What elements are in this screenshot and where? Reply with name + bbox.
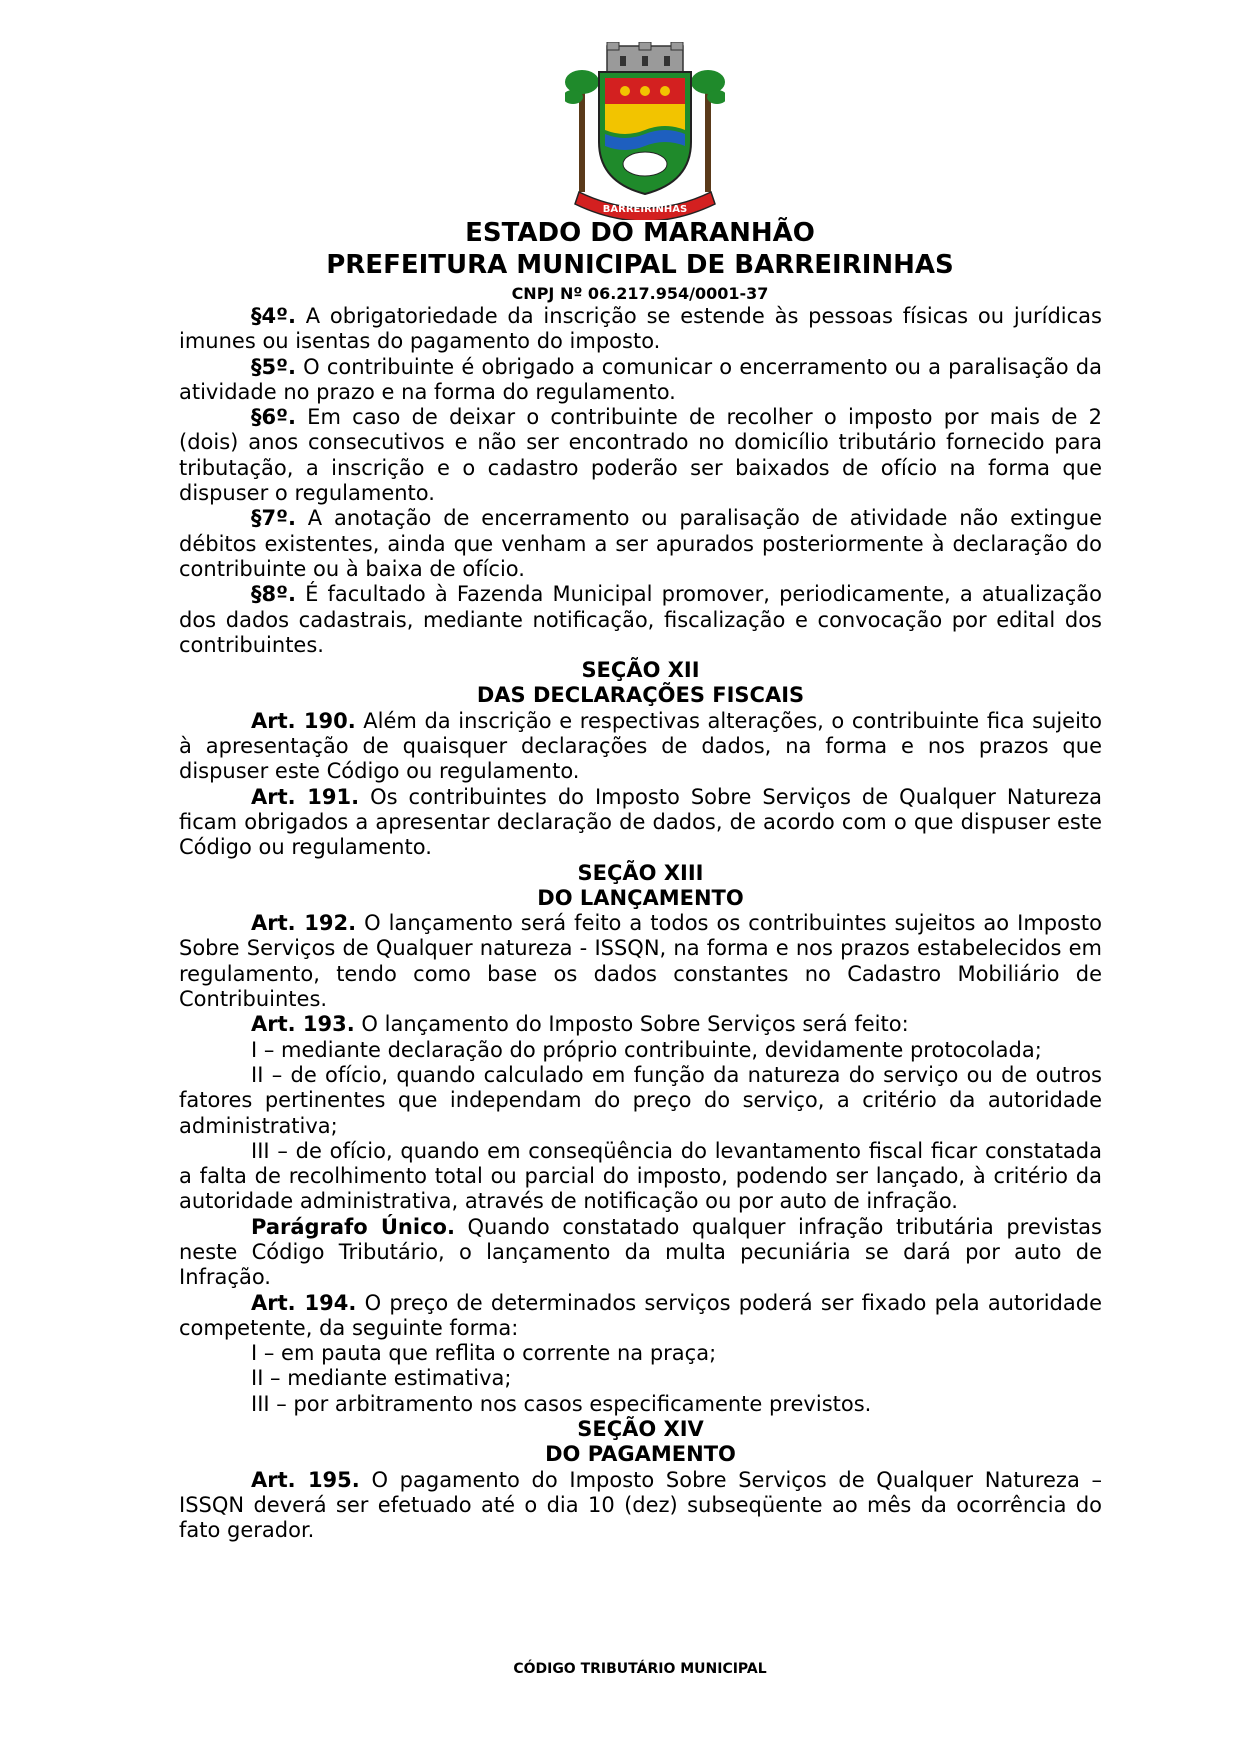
paragraph	[179, 304, 1102, 355]
paragraph-text: A anotação de encerramento ou paralisação de atividade não extingue débitos existentes, ainda que venham a ser apurados posteriormente à declaração do contribuinte ou à baixa de ofício.	[179, 506, 1102, 581]
paragraph	[179, 506, 1102, 582]
paragraph-text: O pagamento do Imposto Sobre Serviços de Qualquer Natureza – ISSQN deverá ser efetuado até o dia 10 (dez) subseqüente ao mês da ocorrência do fato gerador.	[179, 1467, 1102, 1543]
paragraph-lead: §8º.	[251, 582, 296, 607]
paragraph-text: O preço de determinados serviços poderá ser fixado pela autoridade competente, da seguinte forma:	[179, 1290, 1102, 1340]
paragraph-text: O contribuinte é obrigado a comunicar o encerramento ou a paralisação da atividade no prazo e na forma do regulamento.	[179, 354, 1102, 404]
paragraph-lead: Art. 193.	[251, 1012, 355, 1037]
paragraph	[179, 1139, 1102, 1215]
paragraph-text: Em caso de deixar o contribuinte de recolher o imposto por mais de 2 (dois) anos consecutivos e não ser encontrado no domicílio tributário fornecido para tributação, a inscrição e o cadastro poderão ser baixados de ofício na forma que dispuser o regulamento.	[179, 405, 1102, 506]
paragraph	[179, 1468, 1102, 1544]
paragraph	[179, 405, 1102, 506]
section-heading: DAS DECLARAÇÕES FISCAIS	[476, 683, 805, 708]
paragraph-lead: Art. 191.	[251, 784, 360, 809]
paragraph-lead: §5º.	[251, 354, 296, 379]
paragraph-text: I – mediante declaração do próprio contribuinte, devidamente protocolada;	[251, 1037, 1042, 1062]
section-heading: DO LANÇAMENTO	[537, 885, 744, 910]
section-heading: SEÇÃO XIV	[577, 1417, 704, 1442]
paragraph-lead: Art. 192.	[251, 911, 357, 936]
document-body	[179, 304, 1102, 1544]
paragraph-text: O lançamento será feito a todos os contribuintes sujeitos ao Imposto Sobre Serviços de Qualquer natureza - ISSQN, na forma e nos prazos estabelecidos em regulamento, tendo como base os dados constantes no Cadastro Mobiliário de Contribuintes.	[179, 911, 1102, 1012]
section-heading: DO PAGAMENTO	[545, 1442, 736, 1467]
paragraph	[179, 709, 1102, 785]
paragraph	[179, 1366, 1102, 1391]
paragraph	[179, 785, 1102, 861]
paragraph-text: Os contribuintes do Imposto Sobre Serviços de Qualquer Natureza ficam obrigados a apresentar declaração de dados, de acordo com o que dispuser este Código ou regulamento.	[179, 784, 1102, 860]
paragraph-text: II – mediante estimativa;	[251, 1366, 512, 1391]
paragraph-lead: Art. 194.	[251, 1290, 357, 1315]
section-heading: SEÇÃO XIII	[577, 860, 704, 885]
paragraph-text: II – de ofício, quando calculado em função da natureza do serviço ou de outros fatores pertinentes que independam do preço do serviço, a critério da autoridade administrativa;	[179, 1062, 1102, 1138]
paragraph-text: I – em pauta que reflita o corrente na praça;	[251, 1341, 717, 1366]
paragraph-lead: §7º.	[251, 506, 296, 531]
crest-ribbon-text: BARREIRINHAS	[602, 204, 688, 215]
paragraph-text: III – de ofício, quando em conseqüência do levantamento fiscal ficar constatada a falta de recolhimento total ou parcial do imposto, podendo ser lançado, à critério da autoridade administrativa, através de notificação ou por auto de infração.	[179, 1138, 1102, 1214]
municipal-coat-of-arms	[565, 42, 725, 220]
paragraph-lead: §4º.	[251, 304, 296, 328]
prefeitura-heading: PREFEITURA MUNICIPAL DE BARREIRINHAS	[326, 250, 954, 280]
paragraph	[179, 1392, 1102, 1417]
paragraph	[179, 1012, 1102, 1037]
paragraph-lead: Parágrafo Único.	[251, 1214, 455, 1239]
paragraph	[179, 1215, 1102, 1291]
paragraph	[179, 355, 1102, 406]
cnpj-line: CNPJ Nº 06.217.954/0001-37	[511, 284, 769, 303]
state-heading: ESTADO DO MARANHÃO	[465, 218, 815, 248]
paragraph-text: Quando constatado qualquer infração tributária previstas neste Código Tributário, o lançamento da multa pecuniária se dará por auto de Infração.	[179, 1214, 1102, 1290]
paragraph-text: A obrigatoriedade da inscrição se estende às pessoas físicas ou jurídicas imunes ou isentas do pagamento do imposto.	[179, 304, 1102, 354]
section-heading: SEÇÃO XII	[581, 658, 700, 683]
page-footer: CÓDIGO TRIBUTÁRIO MUNICIPAL	[513, 1661, 767, 1677]
paragraph	[179, 1038, 1102, 1063]
paragraph	[179, 1291, 1102, 1342]
paragraph	[179, 582, 1102, 658]
paragraph-lead: Art. 190.	[251, 708, 356, 733]
paragraph-text: O lançamento do Imposto Sobre Serviços será feito:	[354, 1012, 909, 1037]
paragraph	[179, 911, 1102, 1012]
paragraph-text: É facultado à Fazenda Municipal promover, periodicamente, a atualização dos dados cadastrais, mediante notificação, fiscalização e convocação por edital dos contribuintes.	[179, 582, 1102, 657]
coat-of-arms-icon	[565, 42, 725, 220]
paragraph-text: III – por arbitramento nos casos especificamente previstos.	[251, 1391, 872, 1416]
paragraph	[179, 1341, 1102, 1366]
paragraph-text: Além da inscrição e respectivas alterações, o contribuinte fica sujeito à apresentação de quaisquer declarações de dados, na forma e nos prazos que dispuser este Código ou regulamento.	[179, 708, 1102, 784]
paragraph-lead: §6º.	[251, 405, 296, 430]
paragraph-lead: Art. 195.	[251, 1467, 360, 1492]
paragraph	[179, 1063, 1102, 1139]
